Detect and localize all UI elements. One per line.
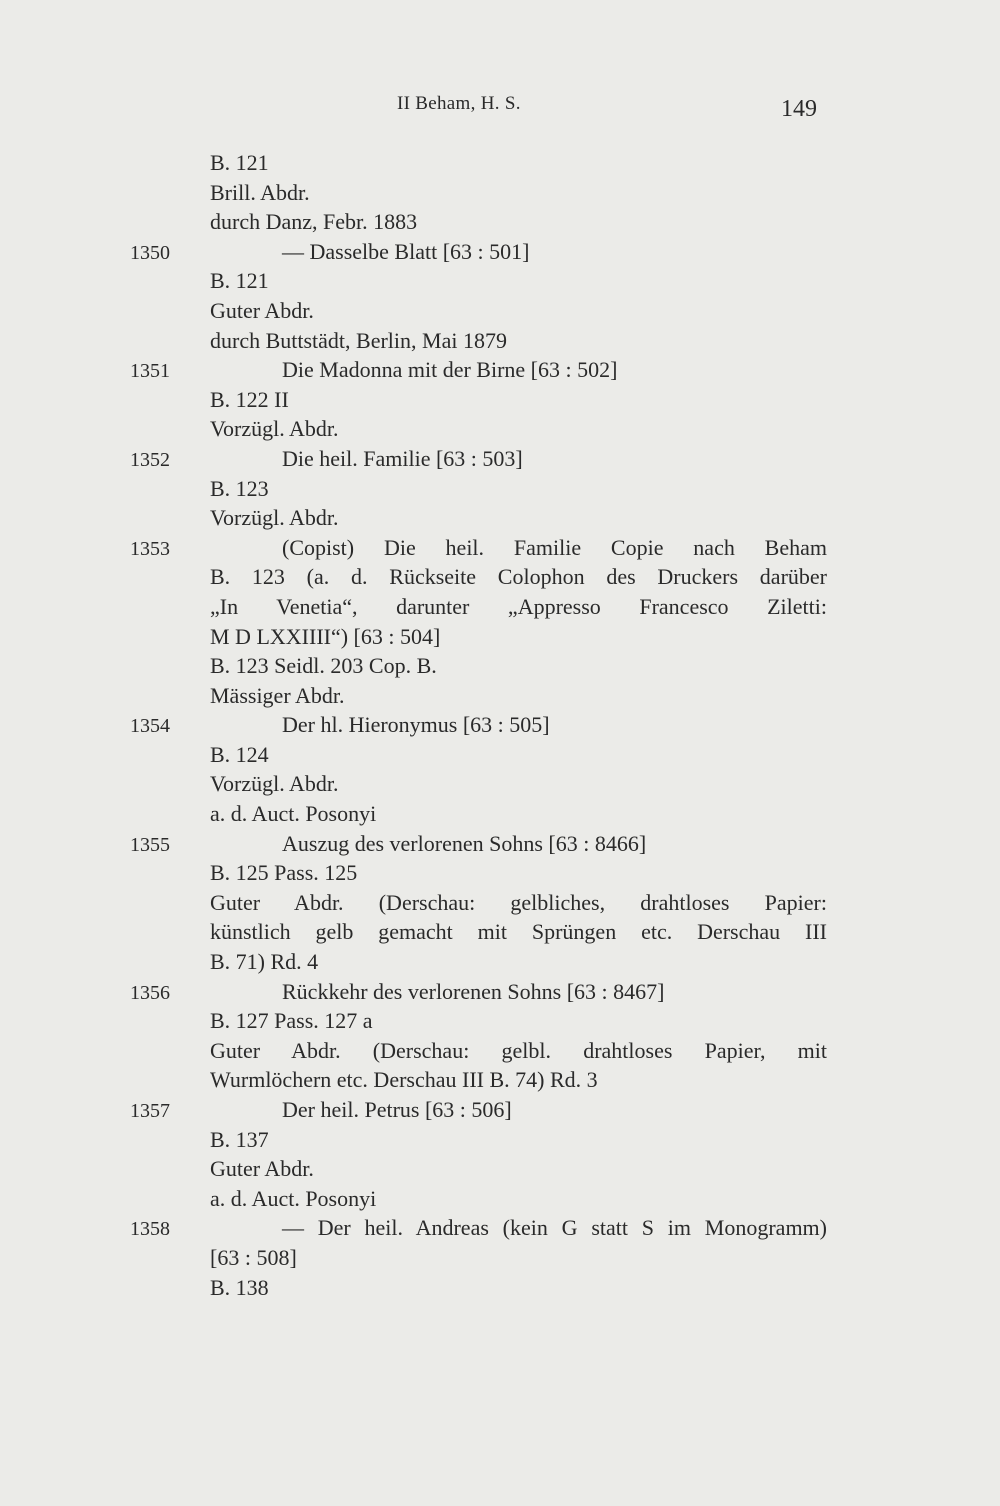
entry-detail: Guter Abdr. (Derschau: gelbl. drahtloses Papier, mit (210, 1037, 827, 1063)
entry-title: Die heil. Familie [63 : 503] (282, 445, 523, 471)
entry-detail: „In Venetia“, darunter „Appresso Francesco Ziletti: (210, 593, 827, 619)
catalog-line (0, 1154, 1000, 1184)
entry-number: 1357 (130, 1100, 170, 1122)
catalog-line (0, 740, 1000, 770)
entry-detail: Wurmlöchern etc. Derschau III B. 74) Rd. 3 (210, 1067, 598, 1093)
catalog-line (0, 1273, 1000, 1303)
catalog-line (0, 799, 1000, 829)
catalog-line (0, 1036, 1000, 1066)
catalog-line (0, 947, 1000, 977)
catalog-entries (0, 148, 1000, 1302)
entry-detail: künstlich gelb gemacht mit Sprüngen etc. Derschau III (210, 919, 827, 945)
catalog-line (0, 266, 1000, 296)
catalog-line (0, 207, 1000, 237)
catalog-line (0, 1006, 1000, 1036)
entry-detail: B. 71) Rd. 4 (210, 949, 319, 975)
entry-detail: B. 123 (210, 475, 269, 501)
catalog-line (0, 829, 1000, 859)
entry-detail: a. d. Auct. Posonyi (210, 801, 377, 827)
catalog-line (0, 858, 1000, 888)
entry-number: 1354 (130, 715, 170, 738)
catalog-line (0, 533, 1000, 563)
catalog-line (0, 1095, 1000, 1125)
entry-title: (Copist) Die heil. Familie Copie nach Beham (282, 534, 827, 560)
entry-detail: Guter Abdr. (210, 297, 314, 323)
entry-detail: Vorzügl. Abdr. (210, 505, 339, 531)
entry-detail: B. 122 II (210, 386, 289, 412)
catalog-line (0, 148, 1000, 178)
entry-detail: B. 137 (210, 1126, 269, 1152)
catalog-line (0, 769, 1000, 799)
catalog-line (0, 296, 1000, 326)
catalog-line (0, 681, 1000, 711)
catalog-line (0, 178, 1000, 208)
entry-number: 1351 (130, 360, 170, 383)
entry-detail: [63 : 508] (210, 1244, 297, 1270)
entry-detail: B. 121 (210, 150, 269, 175)
entry-detail: durch Buttstädt, Berlin, Mai 1879 (210, 327, 507, 353)
catalog-line (0, 917, 1000, 947)
entry-detail: B. 125 Pass. 125 (210, 860, 358, 886)
entry-number: 1352 (130, 448, 170, 471)
catalog-line (0, 977, 1000, 1007)
catalog-line (0, 888, 1000, 918)
catalog-line (0, 355, 1000, 385)
entry-detail: durch Danz, Febr. 1883 (210, 209, 418, 235)
catalog-line (0, 414, 1000, 444)
catalog-line (0, 1065, 1000, 1095)
catalog-line (0, 237, 1000, 267)
entry-detail: M D LXXIIII“) [63 : 504] (210, 623, 441, 649)
entry-number: 1356 (130, 981, 170, 1004)
catalog-line (0, 503, 1000, 533)
catalog-line (0, 474, 1000, 504)
entry-title: Die Madonna mit der Birne [63 : 502] (282, 357, 618, 383)
catalog-line (0, 622, 1000, 652)
entry-detail: B. 127 Pass. 127 a (210, 1008, 373, 1034)
entry-title: — Der heil. Andreas (kein G statt S im Monogramm) (282, 1215, 827, 1241)
entry-detail: B. 124 (210, 741, 269, 767)
entry-detail: Vorzügl. Abdr. (210, 416, 339, 442)
entry-title: Auszug des verlorenen Sohns [63 : 8466] (282, 830, 647, 856)
catalog-line (0, 1125, 1000, 1155)
entry-detail: Mässiger Abdr. (210, 682, 345, 708)
entry-detail: B. 138 (210, 1274, 269, 1300)
catalog-line (0, 651, 1000, 681)
catalog-line (0, 710, 1000, 740)
entry-detail: Guter Abdr. (Derschau: gelbliches, drahtloses Papier: (210, 889, 827, 915)
catalog-line (0, 326, 1000, 356)
entry-title: Der hl. Hieronymus [63 : 505] (282, 712, 550, 738)
entry-title: — Dasselbe Blatt [63 : 501] (282, 238, 530, 264)
catalog-line (0, 1184, 1000, 1214)
entry-detail: Guter Abdr. (210, 1156, 314, 1182)
entry-number: 1353 (130, 537, 170, 560)
entry-detail: Brill. Abdr. (210, 179, 310, 205)
entry-title: Rückkehr des verlorenen Sohns [63 : 8467] (282, 978, 665, 1004)
catalog-line (0, 1213, 1000, 1243)
catalog-line (0, 385, 1000, 415)
entry-detail: Vorzügl. Abdr. (210, 771, 339, 797)
running-header: II Beham, H. S. (397, 93, 521, 114)
entry-detail: a. d. Auct. Posonyi (210, 1185, 377, 1211)
entry-detail: B. 121 (210, 268, 269, 294)
entry-number: 1358 (130, 1218, 170, 1241)
catalog-line (0, 444, 1000, 474)
entry-title: Der heil. Petrus [63 : 506] (282, 1097, 512, 1122)
entry-detail: B. 123 Seidl. 203 Cop. B. (210, 653, 437, 679)
entry-number: 1355 (130, 833, 170, 856)
catalog-line (0, 1243, 1000, 1273)
entry-number: 1350 (130, 241, 170, 264)
entry-detail: B. 123 (a. d. Rückseite Colophon des Druckers darüber (210, 564, 827, 590)
catalog-line (0, 592, 1000, 622)
page-number: 149 (781, 96, 817, 122)
catalog-line (0, 562, 1000, 592)
